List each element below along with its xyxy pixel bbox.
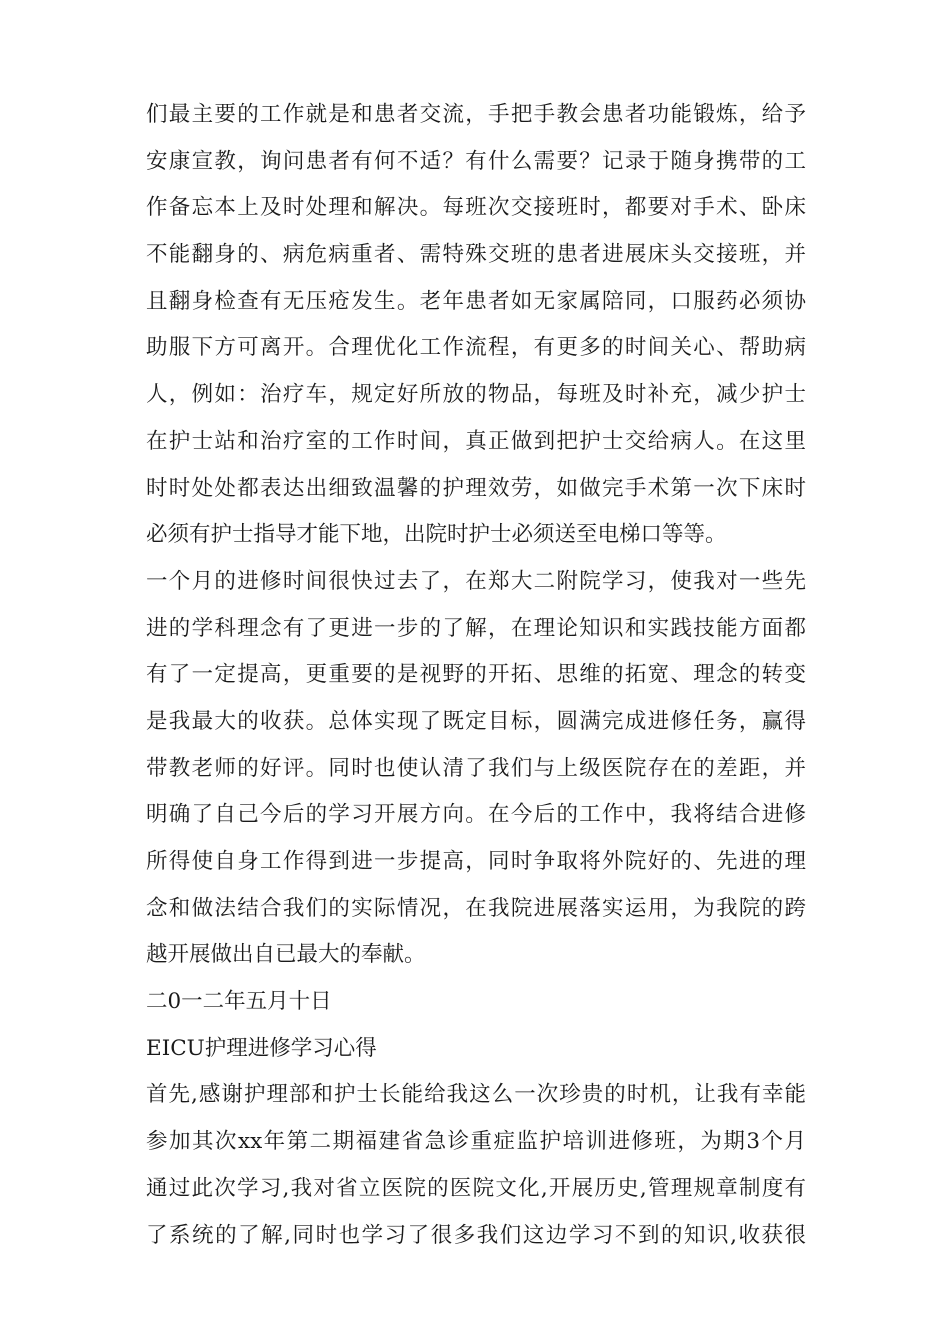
paragraph-line-10: 必须有护士指导才能下地，出院时护士必须送至电梯口等等。 <box>146 522 727 548</box>
paragraph-line-17: 所得使自身工作得到进一步提高，同时争取将外院好的、先进的理 <box>146 849 806 874</box>
paragraph-line-18: 念和做法结合我们的实际情况，在我院进展落实运用，为我院的跨 <box>146 895 806 921</box>
paragraph-line-16: 明确了自己今后的学习开展方向。在今后的工作中，我将结合进修 <box>146 802 806 828</box>
paragraph-line-5: 且翻身检查有无压疮发生。老年患者如无家属陪同，口服药必须协 <box>146 288 806 314</box>
paragraph-line-3: 作备忘本上及时处理和解决。每班次交接班时，都要对手术、卧床 <box>146 195 806 221</box>
document-body <box>146 92 806 1259</box>
paragraph-line-11: 一个月的进修时间很快过去了，在郑大二附院学习，使我对一些先 <box>146 568 806 594</box>
paragraph-line-7: 人，例如：治疗车，规定好所放的物品，每班及时补充，减少护士 <box>146 382 806 408</box>
paragraph-line-13: 有了一定提高，更重要的是视野的开拓、思维的拓宽、理念的转变 <box>146 662 806 688</box>
paragraph-line-15: 带教老师的好评。同时也使认清了我们与上级医院存在的差距，并 <box>146 755 806 781</box>
date-line: 二0一二年五月十日 <box>146 989 332 1015</box>
paragraph-line-12: 进的学科理念有了更进一步的了解，在理论知识和实践技能方面都 <box>146 615 806 641</box>
paragraph-line-24: 通过此次学习,我对省立医院的医院文化,开展历史,管理规章制度有 <box>146 1175 806 1201</box>
paragraph-line-14: 是我最大的收获。总体实现了既定目标，圆满完成进修任务，赢得 <box>146 708 806 734</box>
paragraph-line-8: 在护士站和治疗室的工作时间，真正做到把护士交给病人。在这里 <box>146 428 806 454</box>
section-title: EICU护理进修学习心得 <box>146 1035 377 1061</box>
paragraph-line-1: 们最主要的工作就是和患者交流，手把手教会患者功能锻炼，给予 <box>146 102 806 127</box>
paragraph-line-19: 越开展做出自已最大的奉献。 <box>146 942 426 968</box>
paragraph-line-25: 了系统的了解,同时也学习了很多我们这边学习不到的知识,收获很 <box>146 1222 806 1248</box>
paragraph-line-9: 时时处处都表达出细致温馨的护理效劳，如做完手术第一次下床时 <box>146 475 806 501</box>
paragraph-line-22: 首先,感谢护理部和护士长能给我这么一次珍贵的时机，让我有幸能 <box>146 1082 806 1108</box>
paragraph-line-23: 参加其次xx年第二期福建省急诊重症监护培训进修班，为期3个月 <box>146 1129 806 1155</box>
paragraph-line-4: 不能翻身的、病危病重者、需特殊交班的患者进展床头交接班，并 <box>146 242 806 268</box>
paragraph-line-2: 安康宣教，询问患者有何不适？有什么需要？记录于随身携带的工 <box>146 148 806 174</box>
paragraph-line-6: 助服下方可离开。合理优化工作流程，有更多的时间关心、帮助病 <box>146 335 806 361</box>
